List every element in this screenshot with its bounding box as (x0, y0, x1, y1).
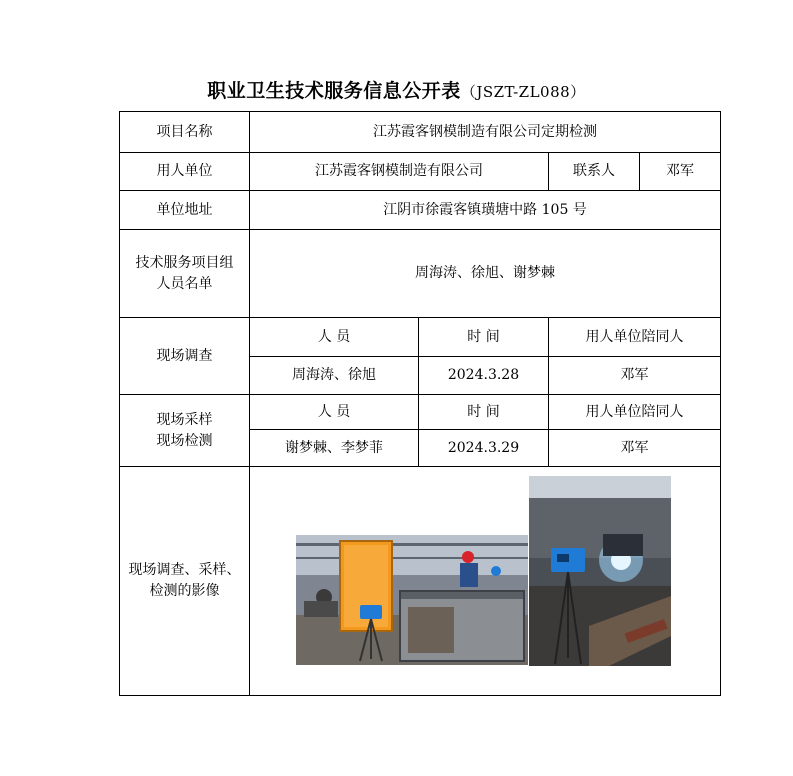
address-label: 单位地址 (120, 191, 250, 230)
row-survey-header (120, 318, 721, 357)
sampling-header-personnel: 人 员 (250, 395, 419, 430)
employer-label: 用人单位 (120, 153, 250, 191)
row-images (120, 467, 721, 696)
sampling-label-line1: 现场采样 (156, 411, 213, 428)
sampling-label (120, 395, 250, 467)
employer-value: 江苏霞客钢模制造有限公司 (250, 153, 549, 191)
team-label-line2: 人员名单 (156, 275, 213, 292)
row-employer (120, 153, 721, 191)
team-value: 周海涛、徐旭、谢梦棘 (250, 230, 721, 318)
images-label-line2: 检测的影像 (149, 583, 220, 599)
row-team (120, 230, 721, 318)
images-label (120, 467, 250, 696)
contact-label: 联系人 (549, 153, 640, 191)
sampling-label-line2: 现场检测 (156, 432, 213, 449)
welding-photo-2 (529, 476, 671, 666)
address-value: 江阴市徐霞客镇璜塘中路 105 号 (250, 191, 721, 230)
sampling-personnel: 谢梦棘、李梦菲 (250, 430, 419, 467)
survey-label: 现场调查 (120, 318, 250, 395)
info-table (119, 111, 721, 696)
sampling-escort: 邓军 (549, 430, 721, 467)
welding-photo-1 (296, 535, 528, 665)
sampling-time: 2024.3.29 (419, 430, 549, 467)
page-title (0, 76, 793, 103)
survey-header-personnel: 人 员 (250, 318, 419, 357)
team-label (120, 230, 250, 318)
row-project-name (120, 112, 721, 153)
sampling-header-time: 时 间 (419, 395, 549, 430)
survey-personnel: 周海涛、徐旭 (250, 357, 419, 395)
row-address (120, 191, 721, 230)
sampling-header-escort: 用人单位陪同人 (549, 395, 721, 430)
title-code: （JSZT-ZL088） (460, 83, 586, 101)
survey-time: 2024.3.28 (419, 357, 549, 395)
title-main: 职业卫生技术服务信息公开表 (207, 80, 461, 102)
images-cell (250, 467, 721, 696)
row-sampling-header (120, 395, 721, 430)
team-label-line1: 技术服务项目组 (135, 254, 234, 271)
project-name-value: 江苏霞客钢模制造有限公司定期检测 (250, 112, 721, 153)
survey-escort: 邓军 (549, 357, 721, 395)
survey-header-time: 时 间 (419, 318, 549, 357)
survey-header-escort: 用人单位陪同人 (549, 318, 721, 357)
project-name-label: 项目名称 (120, 112, 250, 153)
images-label-line1: 现场调查、采样、 (128, 562, 241, 578)
contact-value: 邓军 (640, 153, 721, 191)
